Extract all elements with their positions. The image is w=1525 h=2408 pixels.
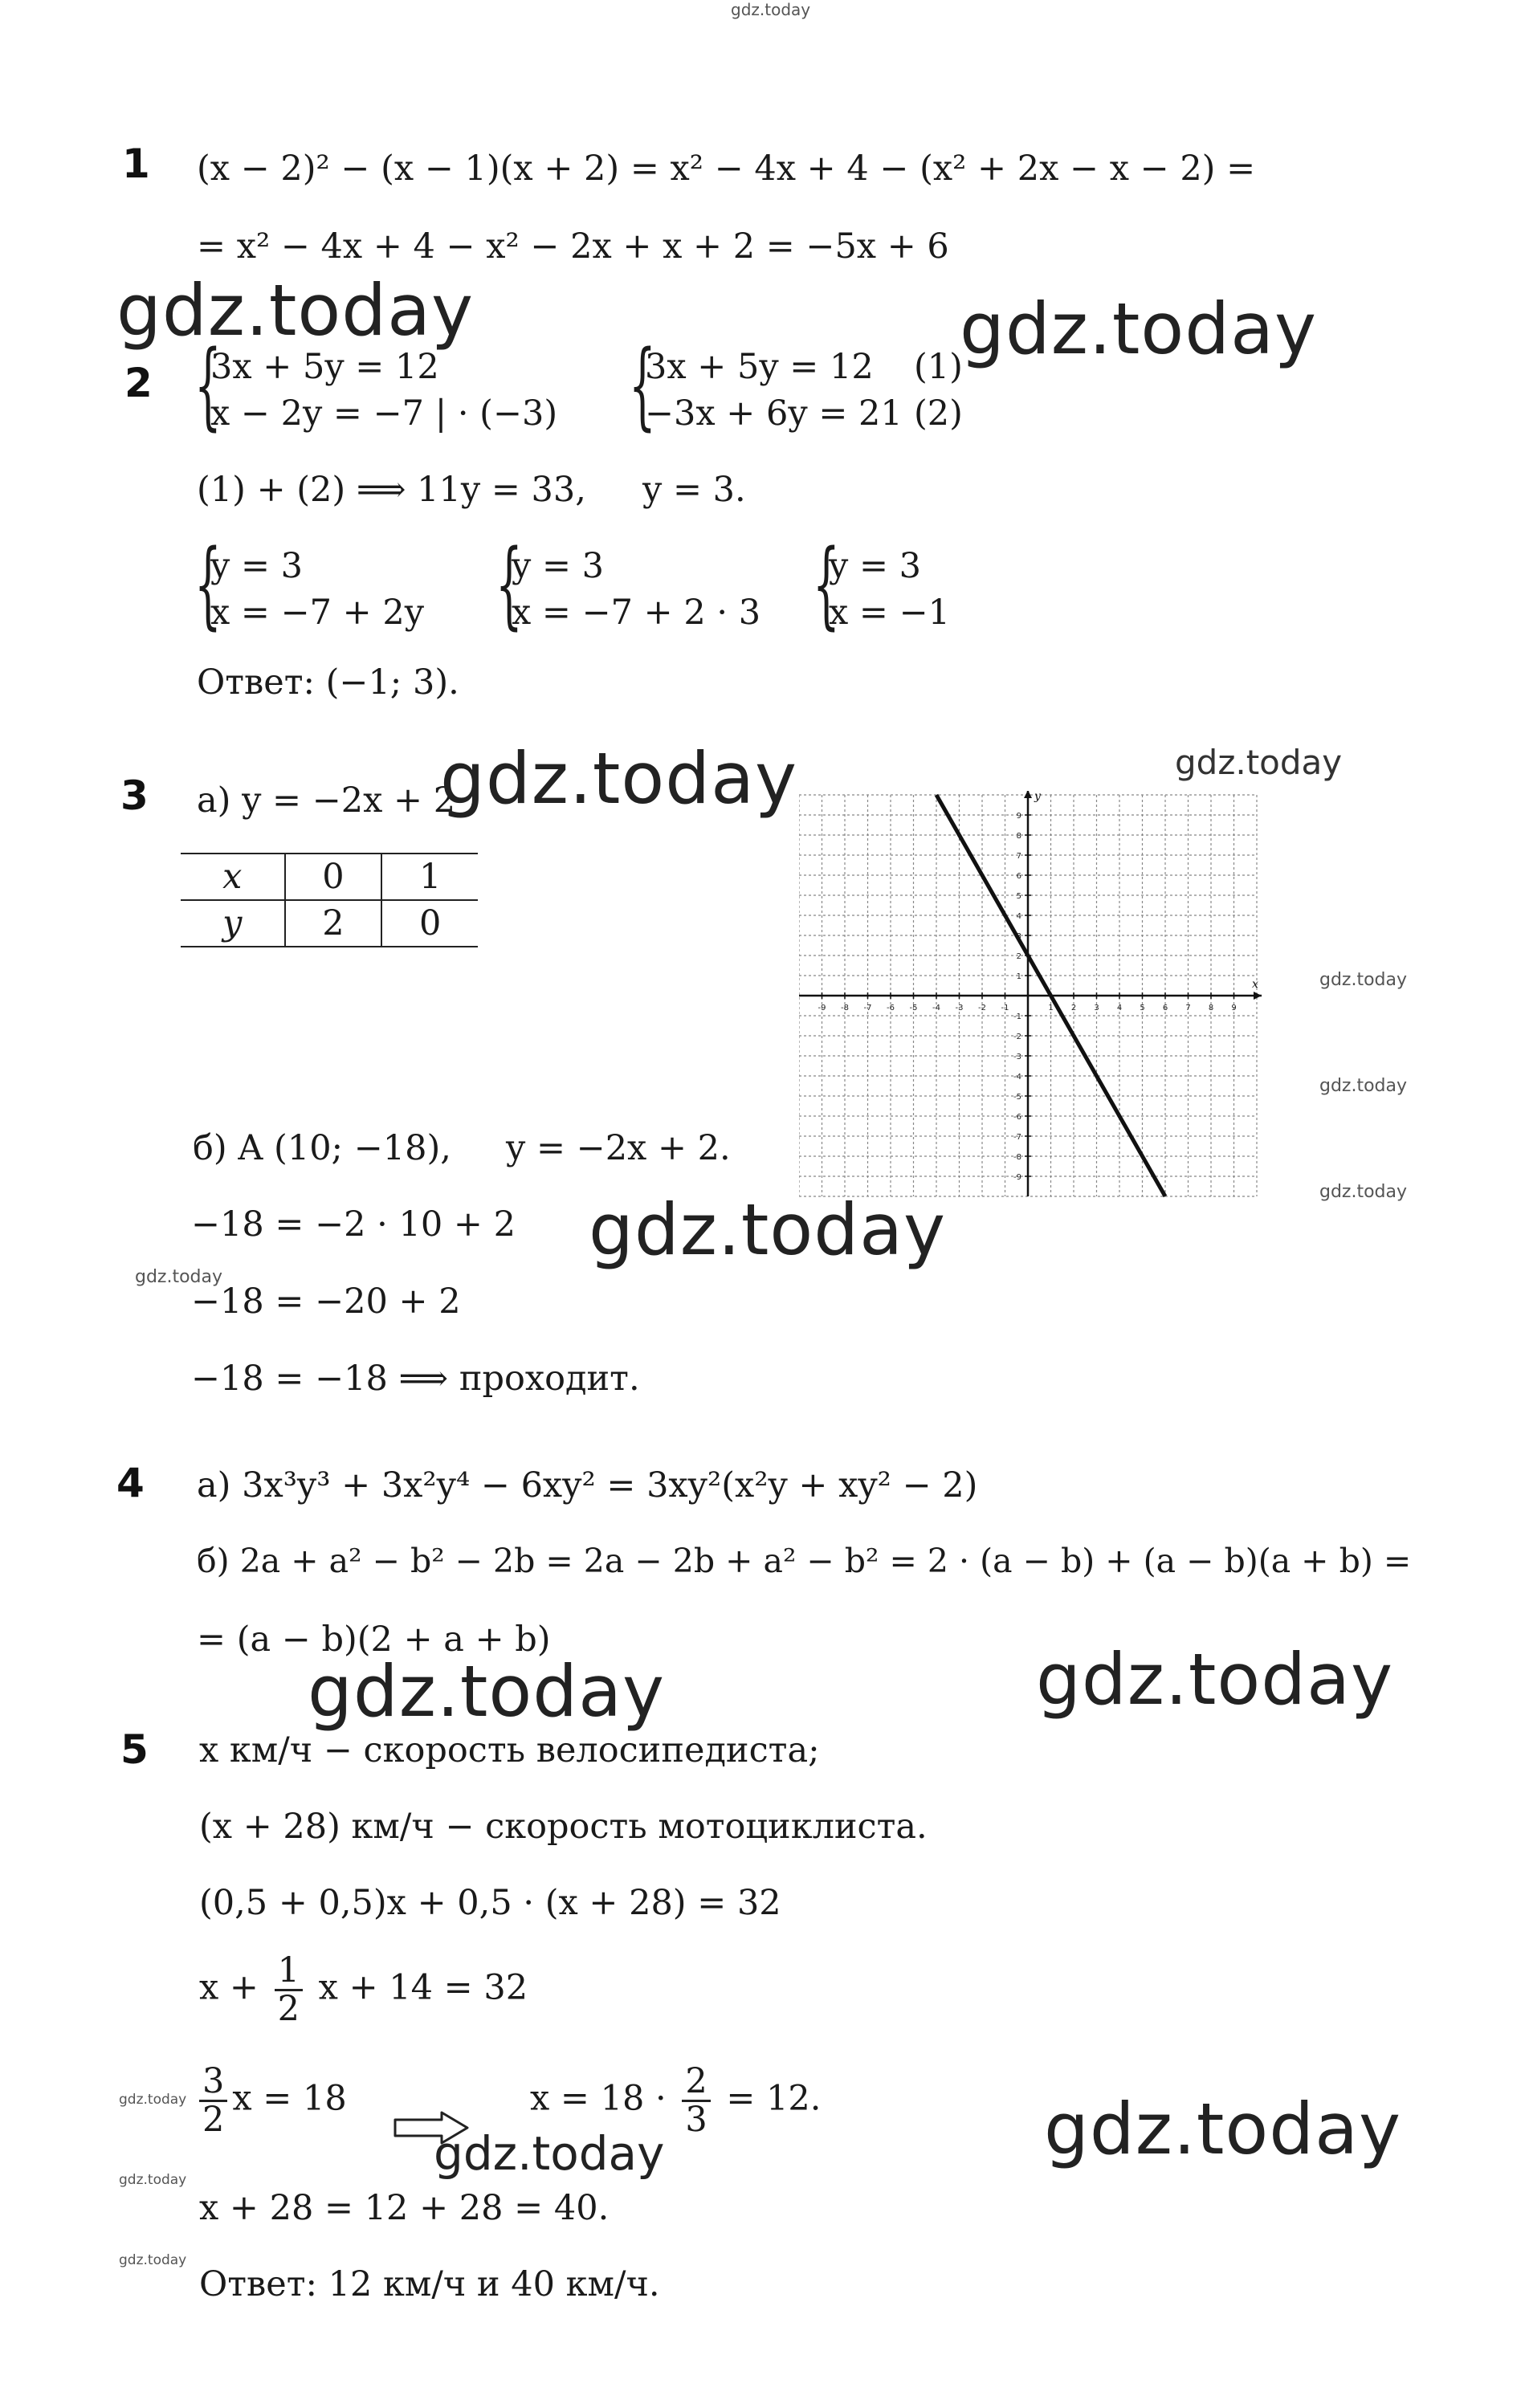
table-cell: y [222, 903, 243, 943]
watermark-big: gdz.today [960, 287, 1318, 370]
x-tick-label: -1 [1001, 1004, 1009, 1013]
fraction-denominator: 2 [202, 2100, 225, 2141]
watermark-small: gdz.today [1319, 1076, 1408, 1096]
x-tick-label: -9 [818, 1004, 826, 1013]
x-tick-label: 1 [1048, 1004, 1054, 1013]
system-brace: { [194, 528, 222, 639]
y-tick-label: -3 [1013, 1053, 1021, 1061]
x-tick-label: -4 [932, 1004, 940, 1013]
x-tick-label: -5 [909, 1004, 918, 1013]
watermark-small: gdz.today [119, 2092, 187, 2108]
task-3-step-2: −18 = −20 + 2 [191, 1281, 461, 1322]
x-tick-label: 2 [1070, 1004, 1077, 1013]
y-tick-label: -5 [1013, 1093, 1021, 1102]
line-4-prefix: x + [199, 1967, 259, 2008]
system-2-eq-2: −3x + 6y = 21 [645, 393, 903, 434]
watermark-small: gdz.today [1319, 1182, 1408, 1202]
watermark-small: gdz.today [119, 2252, 187, 2268]
task-5-line-2: (x + 28) км/ч − скорость мотоциклиста. [199, 1807, 928, 1847]
task-5-line-4 [199, 1950, 528, 2030]
x-tick-label: 5 [1140, 1004, 1145, 1013]
system-3-eq-1: y = 3 [210, 546, 304, 586]
x-tick-label: -7 [863, 1004, 872, 1013]
task-3-step-3: −18 = −18 ⟹ проходит. [191, 1359, 640, 1399]
x-tick-label: 6 [1162, 1004, 1168, 1013]
task-5-line-1: x км/ч − скорость велосипедиста; [199, 1730, 820, 1770]
task-4-number: 4 [116, 1460, 145, 1506]
fraction-numerator: 1 [275, 1953, 303, 1991]
fraction [275, 1950, 303, 2030]
watermark-big: gdz.today [1036, 1638, 1394, 1721]
task-2-y-value: y = 3. [642, 470, 746, 510]
task-2-number: 2 [124, 360, 153, 406]
x-tick-label: 4 [1116, 1004, 1123, 1013]
y-tick-label: 5 [1016, 892, 1021, 901]
y-tick-label: -8 [1013, 1153, 1021, 1162]
task-5-line-6: x + 28 = 12 + 28 = 40. [199, 2188, 610, 2228]
watermark-big: gdz.today [589, 1188, 947, 1271]
task-4-part-b-line-2: = (a − b)(2 + a + b) [197, 1620, 551, 1660]
x-axis-label: x [1252, 978, 1258, 991]
y-tick-label: 3 [1016, 932, 1021, 941]
y-tick-label: 2 [1016, 952, 1021, 961]
task-2-sum-line: (1) + (2) ⟹ 11y = 33, [197, 470, 586, 510]
fraction-denominator: 2 [277, 1989, 300, 2030]
y-tick-label: -2 [1013, 1033, 1021, 1041]
x-axis-arrow-icon [1254, 992, 1262, 1000]
x-tick-label: 9 [1231, 1004, 1237, 1013]
watermark-big: gdz.today [308, 1650, 666, 1733]
y-tick-label: 8 [1016, 832, 1021, 841]
table-cell: 2 [285, 900, 382, 947]
y-tick-label: -7 [1013, 1133, 1021, 1142]
x-tick-label: 8 [1208, 1004, 1214, 1013]
y-tick-label: 6 [1016, 872, 1021, 881]
task-4-part-b-line-1: б) 2a + a² − b² − 2b = 2a − 2b + a² − b² = 2 · (a − b) + (a − b)(a + b) = [197, 1542, 1412, 1580]
top-watermark: gdz.today [731, 0, 811, 19]
system-2-eq-1: 3x + 5y = 12 [645, 347, 874, 387]
x-tick-label: -8 [841, 1004, 849, 1013]
fraction [199, 2061, 227, 2141]
table-cell: 0 [285, 854, 382, 900]
y-tick-label: 1 [1016, 972, 1021, 981]
system-brace: { [495, 528, 523, 639]
y-tick-label: 9 [1016, 812, 1021, 821]
watermark-big: gdz.today [116, 269, 475, 352]
system-brace: { [813, 528, 840, 639]
line-4-suffix: x + 14 = 32 [318, 1967, 528, 2008]
system-brace: { [629, 329, 656, 440]
y-tick-label: 4 [1016, 912, 1021, 921]
y-tick-label: 7 [1016, 852, 1021, 861]
watermark-small: gdz.today [119, 2172, 187, 2188]
system-5-eq-2: x = −1 [829, 593, 951, 633]
task-3-part-b: б) A (10; −18), [193, 1128, 451, 1168]
y-tick-label: -9 [1013, 1173, 1021, 1182]
task-3-number: 3 [120, 772, 149, 819]
system-5-eq-1: y = 3 [829, 546, 922, 586]
task-3-part-b-equation: y = −2x + 2. [506, 1128, 731, 1168]
system-4-eq-2: x = −7 + 2 · 3 [512, 593, 761, 633]
fraction-denominator: 3 [685, 2100, 707, 2141]
y-tick-label: -1 [1013, 1013, 1021, 1021]
task-3-step-1: −18 = −2 · 10 + 2 [191, 1204, 516, 1245]
watermark-small: gdz.today [135, 1267, 223, 1287]
watermark-medium: gdz.today [1175, 743, 1343, 782]
fraction-numerator: 2 [682, 2064, 710, 2102]
x-tick-label: -3 [955, 1004, 964, 1013]
system-brace: { [194, 329, 222, 440]
value-table [181, 853, 478, 947]
task-5-number: 5 [120, 1726, 149, 1773]
x-tick-label: -6 [887, 1004, 895, 1013]
fraction-numerator: 3 [199, 2064, 227, 2102]
watermark-big: gdz.today [1044, 2088, 1402, 2170]
system-1-eq-2: x − 2y = −7 | · (−3) [210, 393, 558, 434]
line-5-right-prefix: x = 18 · [530, 2078, 667, 2119]
table-cell: x [222, 857, 243, 897]
task-5-line-5 [199, 2061, 347, 2141]
table-cell: 0 [381, 900, 478, 947]
task-1-line-1: (x − 2)² − (x − 1)(x + 2) = x² − 4x + 4 − (x² + 2x − x − 2) = [197, 149, 1256, 189]
watermark-medium: gdz.today [434, 2126, 665, 2181]
y-tick-label: -6 [1013, 1113, 1021, 1122]
y-axis-label: y [1034, 791, 1041, 803]
watermark-small: gdz.today [1319, 970, 1408, 990]
function-graph [799, 791, 1281, 1200]
table-cell: 1 [381, 854, 478, 900]
system-2-tag-1: (1) [914, 347, 963, 387]
watermark-big: gdz.today [440, 737, 798, 820]
task-2-answer: Ответ: (−1; 3). [197, 662, 459, 703]
line-5-suffix: x = 18 [232, 2078, 347, 2119]
task-4-part-a: а) 3x³y³ + 3x²y⁴ − 6xy² = 3xy²(x²y + xy² − 2) [197, 1465, 978, 1506]
task-1-line-2: = x² − 4x + 4 − x² − 2x + x + 2 = −5x + 6 [197, 226, 949, 267]
task-5-line-3: (0,5 + 0,5)x + 0,5 · (x + 28) = 32 [199, 1883, 781, 1923]
x-tick-label: 7 [1185, 1004, 1191, 1013]
x-tick-label: 3 [1094, 1004, 1099, 1013]
task-5-answer: Ответ: 12 км/ч и 40 км/ч. [199, 2264, 660, 2304]
fraction [682, 2061, 710, 2141]
system-1-eq-1: 3x + 5y = 12 [210, 347, 439, 387]
task-1-number: 1 [122, 141, 150, 187]
system-2-tag-2: (2) [914, 393, 963, 434]
line-5-right-suffix: = 12. [726, 2078, 822, 2119]
system-3-eq-2: x = −7 + 2y [210, 593, 425, 633]
system-4-eq-1: y = 3 [512, 546, 605, 586]
x-tick-label: -2 [978, 1004, 986, 1013]
task-3-part-a: а) y = −2x + 2 [197, 780, 456, 821]
y-tick-label: -4 [1013, 1073, 1021, 1082]
